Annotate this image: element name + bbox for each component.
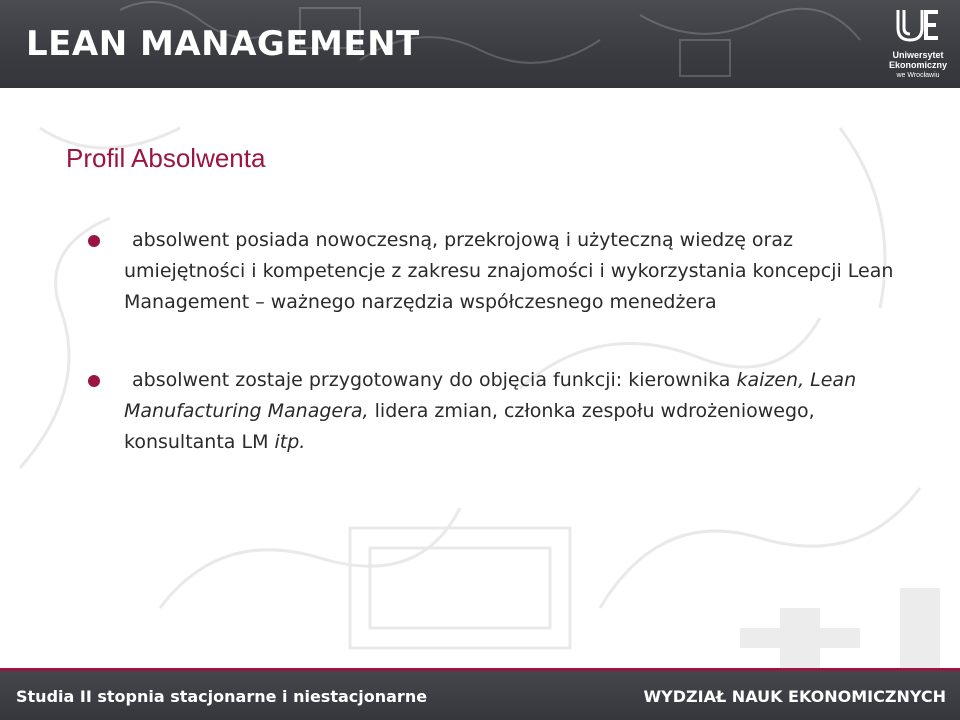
bullet-item [124,225,914,318]
logo-text-line3: we Wrocławiu [896,72,940,79]
bullet-dot-icon [88,375,100,387]
bullet-text: absolwent posiada nowoczesną, przekrojową i użyteczną wiedzę oraz umiejętności i kompetencje z zakresu znajomości i wykorzystania koncepcji Lean Management – ważnego narzędzia współczesnego menedżera [124,229,894,313]
logo-text-line1: Uniwersytet [892,50,944,60]
bullet-text-italic: kaizen, Lean Manufacturing Managera, [124,369,857,422]
bullet-dot-icon [88,235,100,247]
university-logo [880,6,956,82]
bullet-text [124,365,914,458]
ue-logo-icon [894,8,942,44]
footer-program: Studia II stopnia stacjonarne i niestacjonarne [16,687,428,706]
header-bar [0,0,960,88]
section-subtitle: Profil Absolwenta [66,143,266,173]
bullet-text-part: absolwent zostaje przygotowany do objęcia funkcji: kierownika [132,369,737,391]
logo-text-line2: Ekonomiczny [888,60,947,70]
slide-title: LEAN MANAGEMENT [26,24,420,64]
bullet-text-part: lidera zmian, członka zespołu wdrożeniowego, konsultanta LM [124,400,815,453]
footer-faculty: WYDZIAŁ NAUK EKONOMICZNYCH [643,687,946,706]
footer-bar [0,671,960,720]
bullet-text-italic: itp. [274,431,306,453]
bullet-item [124,365,914,458]
